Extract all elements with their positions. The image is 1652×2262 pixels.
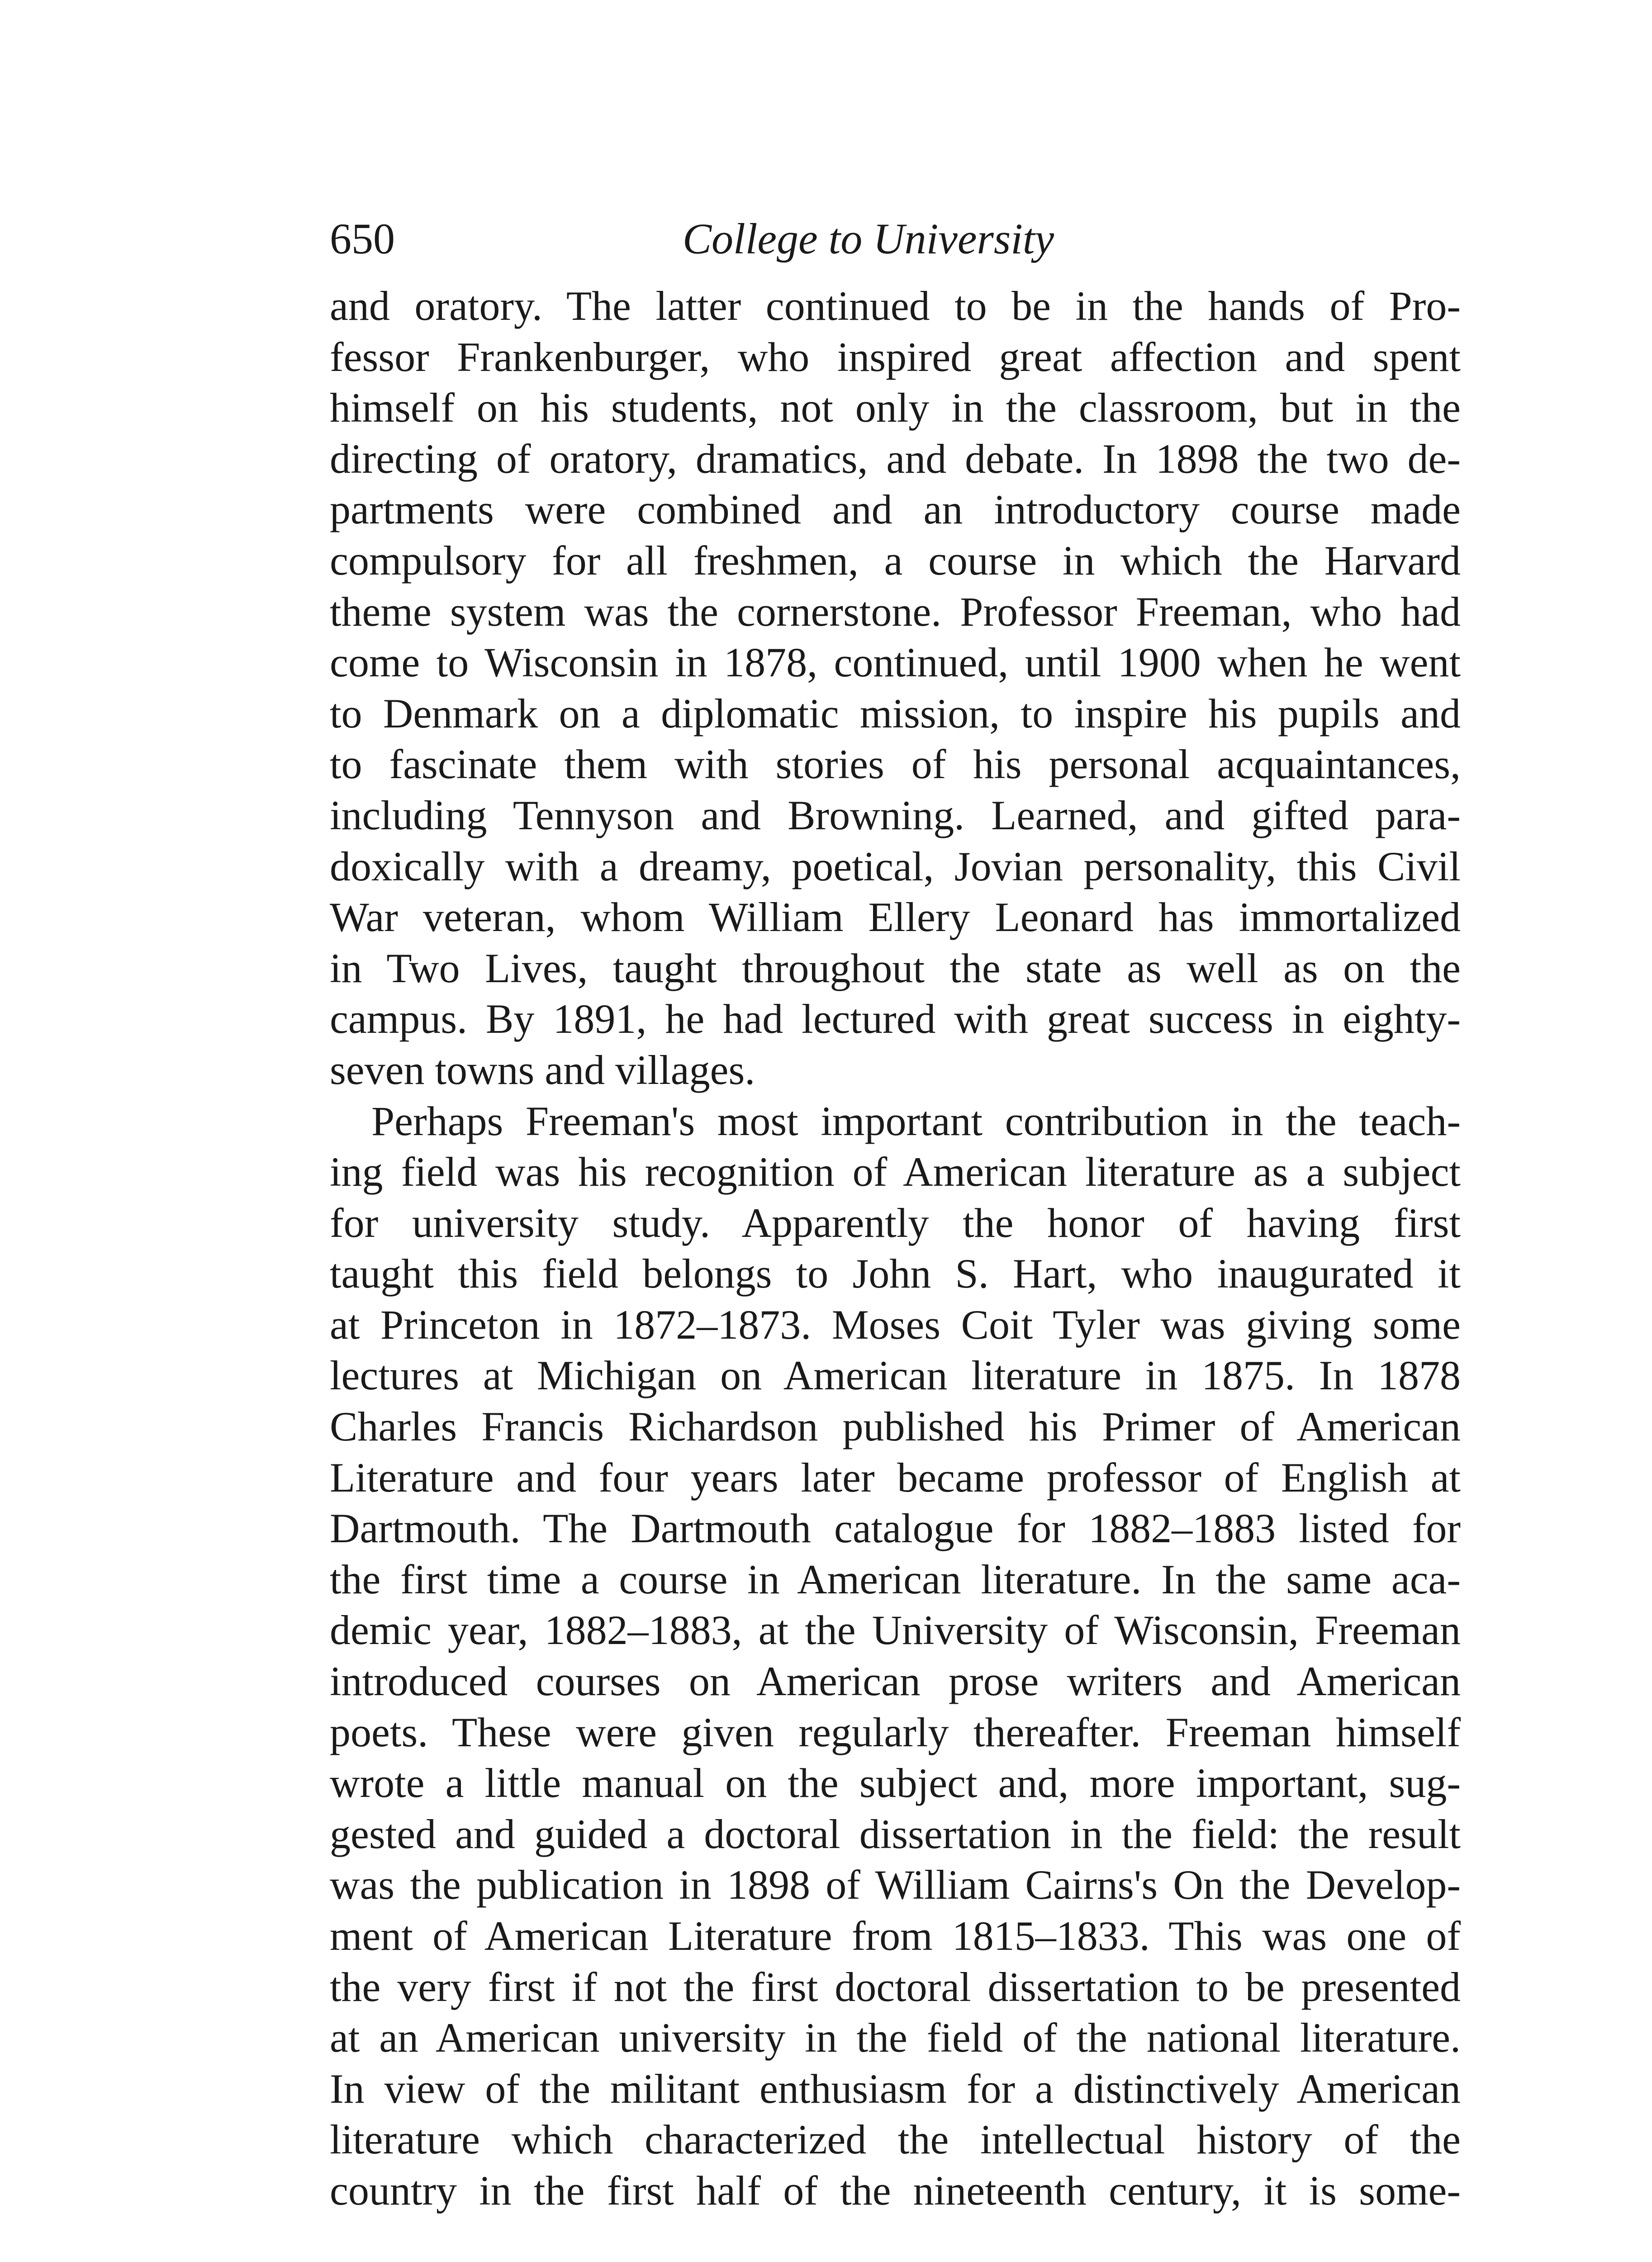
text-line: for university study. Apparently the honor of having first (330, 1199, 1461, 1246)
text-line: poets. These were given regularly thereafter. Freeman himself (330, 1709, 1461, 1755)
text-line: fessor Frankenburger, who inspired great affection and spent (330, 333, 1461, 380)
text-line: wrote a little manual on the subject and, more important, sug- (330, 1760, 1461, 1806)
text-line: Dartmouth. The Dartmouth catalogue for 1882–1883 listed for (330, 1505, 1461, 1552)
text-line: himself on his students, not only in the classroom, but in the (330, 385, 1461, 431)
text-line: compulsory for all freshmen, a course in which the Harvard (330, 537, 1461, 584)
paragraph-1 (330, 280, 1461, 1096)
running-title: College to University (683, 214, 1054, 263)
text-line: theme system was the cornerstone. Professor Freeman, who had (330, 588, 1461, 635)
text-line: the very first if not the first doctoral dissertation to be presented (330, 1963, 1461, 2010)
running-head (330, 212, 1117, 266)
text-line: and oratory. The latter continued to be in the hands of Pro- (330, 283, 1461, 329)
text-line: directing of oratory, dramatics, and debate. In 1898 the two de- (330, 435, 1461, 482)
text-line: ment of American Literature from 1815–1833. This was one of (330, 1913, 1461, 1959)
text-line: country in the first half of the nineteenth century, it is some- (330, 2167, 1461, 2214)
text-line: Perhaps Freeman's most important contribution in the teach- (371, 1098, 1461, 1144)
text-line: to fascinate them with stories of his personal acquaintances, (330, 741, 1461, 788)
text-line: partments were combined and an introductory course made (330, 486, 1461, 533)
text-line: come to Wisconsin in 1878, continued, until 1900 when he went (330, 639, 1461, 686)
paragraph-2 (330, 1096, 1461, 2216)
text-line: Literature and four years later became professor of English at (330, 1454, 1461, 1501)
text-line: demic year, 1882–1883, at the University of Wisconsin, Freeman (330, 1607, 1461, 1654)
text-line: lectures at Michigan on American literature in 1875. In 1878 (330, 1352, 1461, 1399)
text-line: at an American university in the field of the national literature. (330, 2015, 1461, 2061)
text-line: gested and guided a doctoral dissertation in the field: the result (330, 1811, 1461, 1857)
text-line: doxically with a dreamy, poetical, Jovian personality, this Civil (330, 843, 1461, 889)
text-line: in Two Lives, taught throughout the state as well as on the (330, 945, 1461, 991)
page-number: 650 (330, 214, 395, 263)
text-line: In view of the militant enthusiasm for a distinctively American (330, 2065, 1461, 2112)
body-text (330, 280, 1461, 2216)
text-line: taught this field belongs to John S. Hart, who inaugurated it (330, 1250, 1461, 1297)
text-line: War veteran, whom William Ellery Leonard has immortalized (330, 894, 1461, 941)
text-line: introduced courses on American prose writers and American (330, 1658, 1461, 1705)
text-line: the first time a course in American literature. In the same aca- (330, 1556, 1461, 1602)
text-line: Charles Francis Richardson published his Primer of American (330, 1403, 1461, 1450)
text-line: literature which characterized the intellectual history of the (330, 2116, 1461, 2163)
text-line: to Denmark on a diplomatic mission, to inspire his pupils and (330, 690, 1461, 737)
text-line: at Princeton in 1872–1873. Moses Coit Tyler was giving some (330, 1301, 1461, 1348)
text-line: was the publication in 1898 of William Cairns's On the Develop- (330, 1862, 1461, 1908)
text-line: seven towns and villages. (330, 1046, 755, 1093)
text-line: ing field was his recognition of American literature as a subject (330, 1149, 1461, 1195)
text-line: campus. By 1891, he had lectured with great success in eighty- (330, 996, 1461, 1042)
text-line: including Tennyson and Browning. Learned, and gifted para- (330, 792, 1461, 838)
